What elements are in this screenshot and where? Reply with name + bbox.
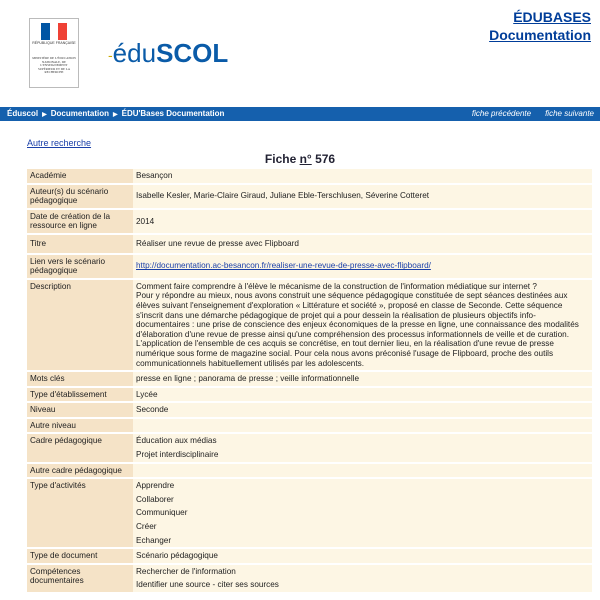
gov-label: RÉPUBLIQUE FRANÇAISE bbox=[32, 41, 76, 45]
table-row bbox=[27, 388, 592, 402]
row-value: Besançon bbox=[133, 169, 592, 183]
row-value: Lycée bbox=[133, 388, 592, 402]
row-value: Réaliser une revue de presse avec Flipboard bbox=[133, 235, 592, 253]
description-p1: Comment faire comprendre à l'élève le mécanisme de la construction de l'information médiatique sur internet ? bbox=[136, 281, 537, 291]
crumb-eduscol[interactable]: Éduscol bbox=[7, 109, 39, 118]
table-row bbox=[27, 464, 592, 478]
row-label: Compétences documentaires bbox=[27, 565, 133, 592]
row-label: Autre niveau bbox=[27, 419, 133, 433]
prev-fiche-link[interactable]: fiche précédente bbox=[471, 109, 532, 118]
brand-light: édu bbox=[112, 38, 157, 68]
brand-bold: SCOL bbox=[156, 38, 229, 68]
row-value bbox=[133, 565, 592, 592]
row-label: Type de document bbox=[27, 549, 133, 563]
row-label: Type d'établissement bbox=[27, 388, 133, 402]
row-value bbox=[133, 479, 592, 547]
fiche-number: 576 bbox=[311, 152, 336, 166]
row-value: Scénario pédagogique bbox=[133, 549, 592, 563]
fiche-prefix: Fiche bbox=[264, 152, 300, 166]
fiche-no: n° bbox=[299, 152, 312, 166]
row-label: Type d'activités bbox=[27, 479, 133, 547]
list-item: Identifier une source - citer ses sources bbox=[136, 580, 279, 590]
row-label: Auteur(s) du scénario pédagogique bbox=[27, 185, 133, 208]
row-label: Niveau bbox=[27, 403, 133, 417]
table-row bbox=[27, 565, 592, 592]
row-label: Autre cadre pédagogique bbox=[27, 464, 133, 478]
documentation-link[interactable]: Documentation bbox=[489, 27, 591, 43]
table-row bbox=[27, 434, 592, 461]
header bbox=[0, 0, 600, 104]
table-row bbox=[27, 210, 592, 233]
triangle-right-icon: ▶ bbox=[112, 112, 118, 118]
row-value: 2014 bbox=[133, 210, 592, 233]
triangle-right-icon: ▶ bbox=[42, 112, 47, 118]
row-label: Date de création de la ressource en ligne bbox=[27, 210, 133, 233]
table-row bbox=[27, 185, 592, 208]
fiche-table bbox=[27, 167, 592, 594]
row-label: Description bbox=[27, 280, 133, 370]
table-row bbox=[27, 280, 592, 370]
list-item: Rechercher de l'information bbox=[136, 566, 236, 576]
crumb-documentation[interactable]: Documentation bbox=[50, 109, 109, 118]
eduscol-logo[interactable] bbox=[108, 38, 228, 69]
row-value bbox=[133, 434, 592, 461]
row-value bbox=[133, 464, 592, 478]
row-value: presse en ligne ; panorama de presse ; veille informationnelle bbox=[133, 372, 592, 386]
list-item: Projet interdisciplinaire bbox=[136, 450, 219, 460]
navbar bbox=[0, 107, 600, 121]
table-row bbox=[27, 479, 592, 547]
ministry-label: MINISTÈRE DE L'ÉDUCATION NATIONALE, DE L'ENSEIGNEMENT SUPÉRIEUR ET DE LA RECHERCHE bbox=[32, 56, 76, 75]
list-item: Echanger bbox=[136, 535, 172, 545]
page-title bbox=[0, 152, 600, 166]
row-value: Seconde bbox=[133, 403, 592, 417]
next-fiche-link[interactable]: fiche suivante bbox=[545, 109, 594, 118]
french-flag-icon bbox=[41, 23, 67, 40]
list-item: Collaborer bbox=[136, 494, 174, 504]
pager bbox=[458, 107, 594, 121]
row-value: Isabelle Kesler, Marie-Claire Giraud, Juliane Eble-Terschlusen, Séverine Cotteret bbox=[133, 185, 592, 208]
row-label: Mots clés bbox=[27, 372, 133, 386]
table-row bbox=[27, 169, 592, 183]
table-row bbox=[27, 255, 592, 278]
table-row bbox=[27, 419, 592, 433]
back-link[interactable]: Autre recherche bbox=[27, 138, 92, 148]
table-row bbox=[27, 372, 592, 386]
row-value bbox=[133, 280, 592, 370]
table-row bbox=[27, 403, 592, 417]
list-item: Communiquer bbox=[136, 508, 188, 518]
brand-links bbox=[489, 8, 591, 44]
scenario-link[interactable]: http://documentation.ac-besancon.fr/realiser-une-revue-de-presse-avec-flipboard/ bbox=[136, 261, 431, 271]
dash-icon: - bbox=[108, 47, 113, 64]
marianne-logo[interactable] bbox=[29, 18, 79, 88]
description-p3: L'application de l'ensemble de ces acquis se concrétise, en tout dernier lieu, en la réalisation d'une revue de presse numérique sous forme de magazine social. Pour cela nous avons préconisé l'usage de Flipboard, proche des outils communicationnels habituellement utilisés par les adolescents. bbox=[136, 339, 554, 368]
list-item: Éducation aux médias bbox=[136, 436, 217, 446]
crumb-edubases[interactable]: ÉDU'Bases Documentation bbox=[121, 109, 225, 118]
list-item: Apprendre bbox=[136, 481, 175, 491]
row-label: Titre bbox=[27, 235, 133, 253]
row-label: Cadre pédagogique bbox=[27, 434, 133, 461]
row-value bbox=[133, 255, 592, 278]
row-label: Lien vers le scénario pédagogique bbox=[27, 255, 133, 278]
table-row bbox=[27, 235, 592, 253]
list-item: Créer bbox=[136, 522, 157, 532]
row-label: Académie bbox=[27, 169, 133, 183]
description-p2: Pour y répondre au mieux, nous avons construit une séquence pédagogique constituée de sept séances destinées aux élèves suivant l'enseignement d'exploration « Littérature et société », proposé en classe de Seconde. Cette séquence s'inscrit dans une démarche pédagogique de projet qui a pour dessein la réalisation de plusieurs objectifs info-documentaires : une prise de conscience des enjeux économiques de la presse en ligne, une connaissance des modalités d'élaboration d'une revue de presse ainsi qu'une compréhension des processus informationnels de veille et de curation. bbox=[136, 291, 579, 339]
row-value bbox=[133, 419, 592, 433]
breadcrumb bbox=[7, 107, 224, 122]
table-row bbox=[27, 549, 592, 563]
edubases-link[interactable]: ÉDUBASES bbox=[513, 9, 591, 25]
